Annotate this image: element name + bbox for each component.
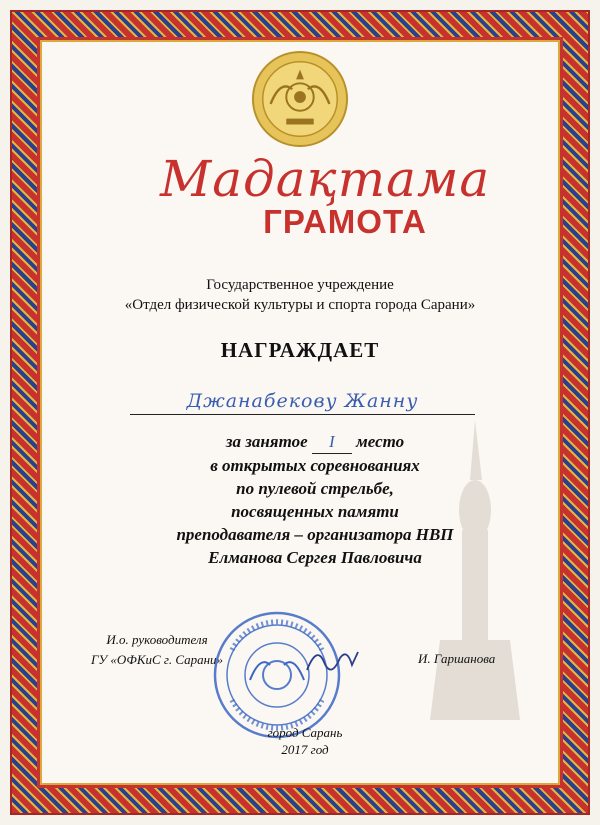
place-line [130, 430, 500, 454]
signatory-title-line2: ГУ «ОФКиС г. Сарани» [90, 652, 224, 667]
issue-year: 2017 год [281, 742, 329, 757]
state-emblem-icon [251, 50, 349, 148]
issue-city: город Сарань [267, 725, 343, 740]
body-line: преподавателя – организатора НВП [176, 525, 454, 544]
organization-line1: Государственное учреждение [206, 277, 394, 293]
award-heading: НАГРАЖДАЕТ [220, 338, 380, 362]
recipient-name: Джанабекову Жанну [130, 390, 475, 415]
place-value: I [312, 430, 352, 454]
organization-line2: «Отдел физической культуры и спорта города Сарани» [124, 297, 476, 313]
signature-icon [302, 640, 362, 680]
body-line: Елманова Сергея Павловича [208, 548, 422, 567]
body-line: посвященных памяти [231, 502, 399, 521]
signatory-title-line1: И.о. руководителя [106, 632, 208, 647]
certificate-title-kazakh: Мадақтама [160, 150, 491, 208]
place-suffix: место [356, 432, 405, 451]
body-line: в открытых соревнованиях [210, 456, 420, 475]
signatory-name: И. Гаршанова [418, 651, 496, 666]
issue-place-and-date [230, 724, 380, 758]
body-line: по пулевой стрельбе, [236, 479, 394, 498]
place-prefix: за занятое [225, 432, 308, 451]
certificate-title-russian: ГРАМОТА [263, 203, 427, 240]
issuing-organization [60, 275, 540, 315]
award-description [130, 430, 500, 569]
